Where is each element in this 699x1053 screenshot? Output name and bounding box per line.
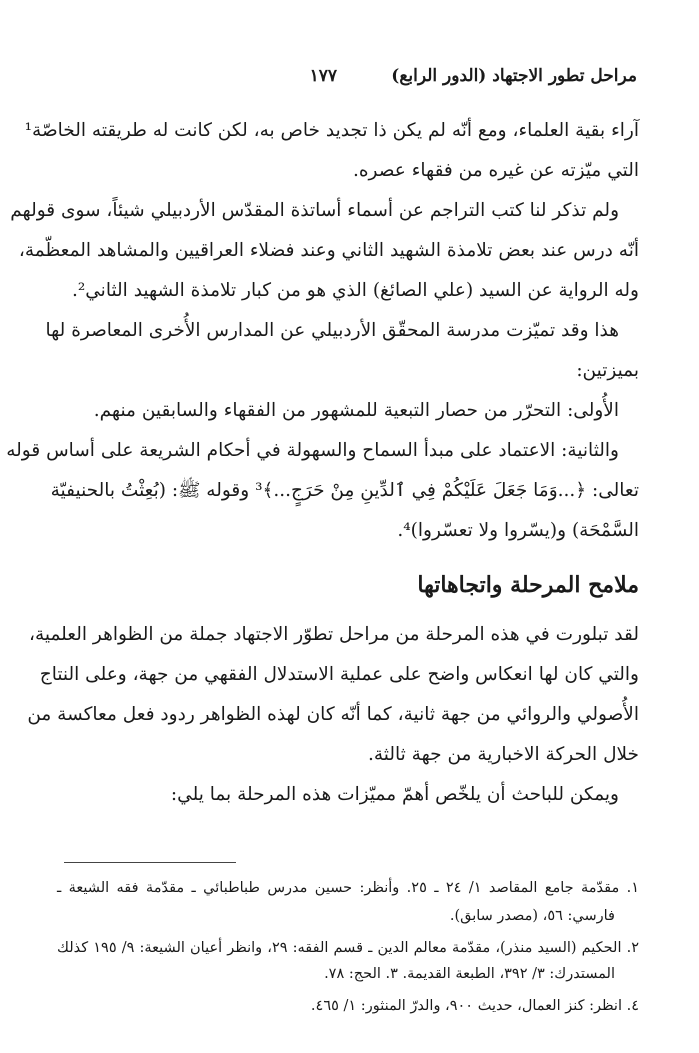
page-number: ١٧٧ <box>309 66 337 86</box>
section-line: لقد تبلورت في هذه المرحلة من مراحل تطوّر الاجتهاد جملة من الظواهر العلمية، <box>28 624 639 645</box>
footnote-line: ٤. انظر: كنز العمال، حديث ٩٠٠، والدرّ المنثور: ١/ ٤٦٥. <box>310 998 639 1014</box>
body-line: والثانية: الاعتماد على مبدأ السماح والسهولة في أحكام الشريعة على أساس قوله <box>6 440 619 461</box>
section-line: ويمكن للباحث أن يلخّص أهمّ مميّزات هذه المرحلة بما يلي: <box>170 784 619 805</box>
section-line: خلال الحركة الاخبارية من جهة ثالثة. <box>368 744 639 765</box>
footnote-line: ١. مقدّمة جامع المقاصد ١/ ٢٤ ـ ٢٥. وأنظر: حسين مدرس طباطبائي ـ مقدّمة فقه الشيعة ـ <box>57 880 640 896</box>
body-line: ولم تذكر لنا كتب التراجم عن أسماء أساتذة المقدّس الأردبيلي شيئاً، سوى قولهم <box>10 200 619 221</box>
section-heading: ملامح المرحلة واتجاهاتها <box>417 572 639 598</box>
footnote-separator <box>64 862 236 863</box>
body-line: أنّه درس عند بعض تلامذة الشهيد الثاني وعند فضلاء العراقيين والمشاهد المعظّمة، <box>18 240 639 261</box>
body-line: آراء بقية العلماء، ومع أنّه لم يكن ذا تجديد خاص به، لكن كانت له طريقته الخاصّة¹ <box>24 120 639 141</box>
footnote-line: ٢. الحكيم (السيد منذر)، مقدّمة معالم الدين ـ قسم الفقه: ٢٩، وانظر أعيان الشيعة: ٩/ ١٩٥ كذلك <box>57 940 639 956</box>
footnote-line: المستدرك: ٣/ ٣٩٢، الطبعة القديمة. ٣. الحج: ٧٨. <box>324 966 615 982</box>
body-line: السَّمْحَة) و(يسّروا ولا تعسّروا)⁴. <box>397 520 639 541</box>
body-line: وله الرواية عن السيد (علي الصائغ) الذي هو من كبار تلامذة الشهيد الثاني². <box>71 280 639 301</box>
body-line: الأُولى: التحرّر من حصار التبعية للمشهور من الفقهاء والسابقين منهم. <box>93 400 619 421</box>
footnote-line: فارسي: ٥٦، (مصدر سابق). <box>449 908 615 924</box>
running-header <box>60 66 637 96</box>
body-line: التي ميّزته عن غيره من فقهاء عصره. <box>352 160 639 181</box>
section-line: الأُصولي والروائي من جهة ثانية، كما أنّه كان لهذه الظواهر ردود فعل معاكسة من <box>27 704 639 725</box>
body-line: هذا وقد تميّزت مدرسة المحقّق الأردبيلي عن المدارس الأُخرى المعاصرة لها <box>45 320 619 341</box>
quran-verse-line: تعالى: ﴿...وَمَا جَعَلَ عَلَيْكُمْ فِي ٱلدِّينِ مِنْ حَرَجٍ...﴾³ وقوله ﷺ: (بُعِثْتُ بالحنيفيّة <box>50 480 639 501</box>
body-line: بميزتين: <box>576 360 639 381</box>
running-title: مراحل تطور الاجتهاد (الدور الرابع) <box>391 66 637 86</box>
section-line: والتي كان لها انعكاس واضح على عملية الاستدلال الفقهي من جهة، وعلى النتاج <box>39 664 639 685</box>
